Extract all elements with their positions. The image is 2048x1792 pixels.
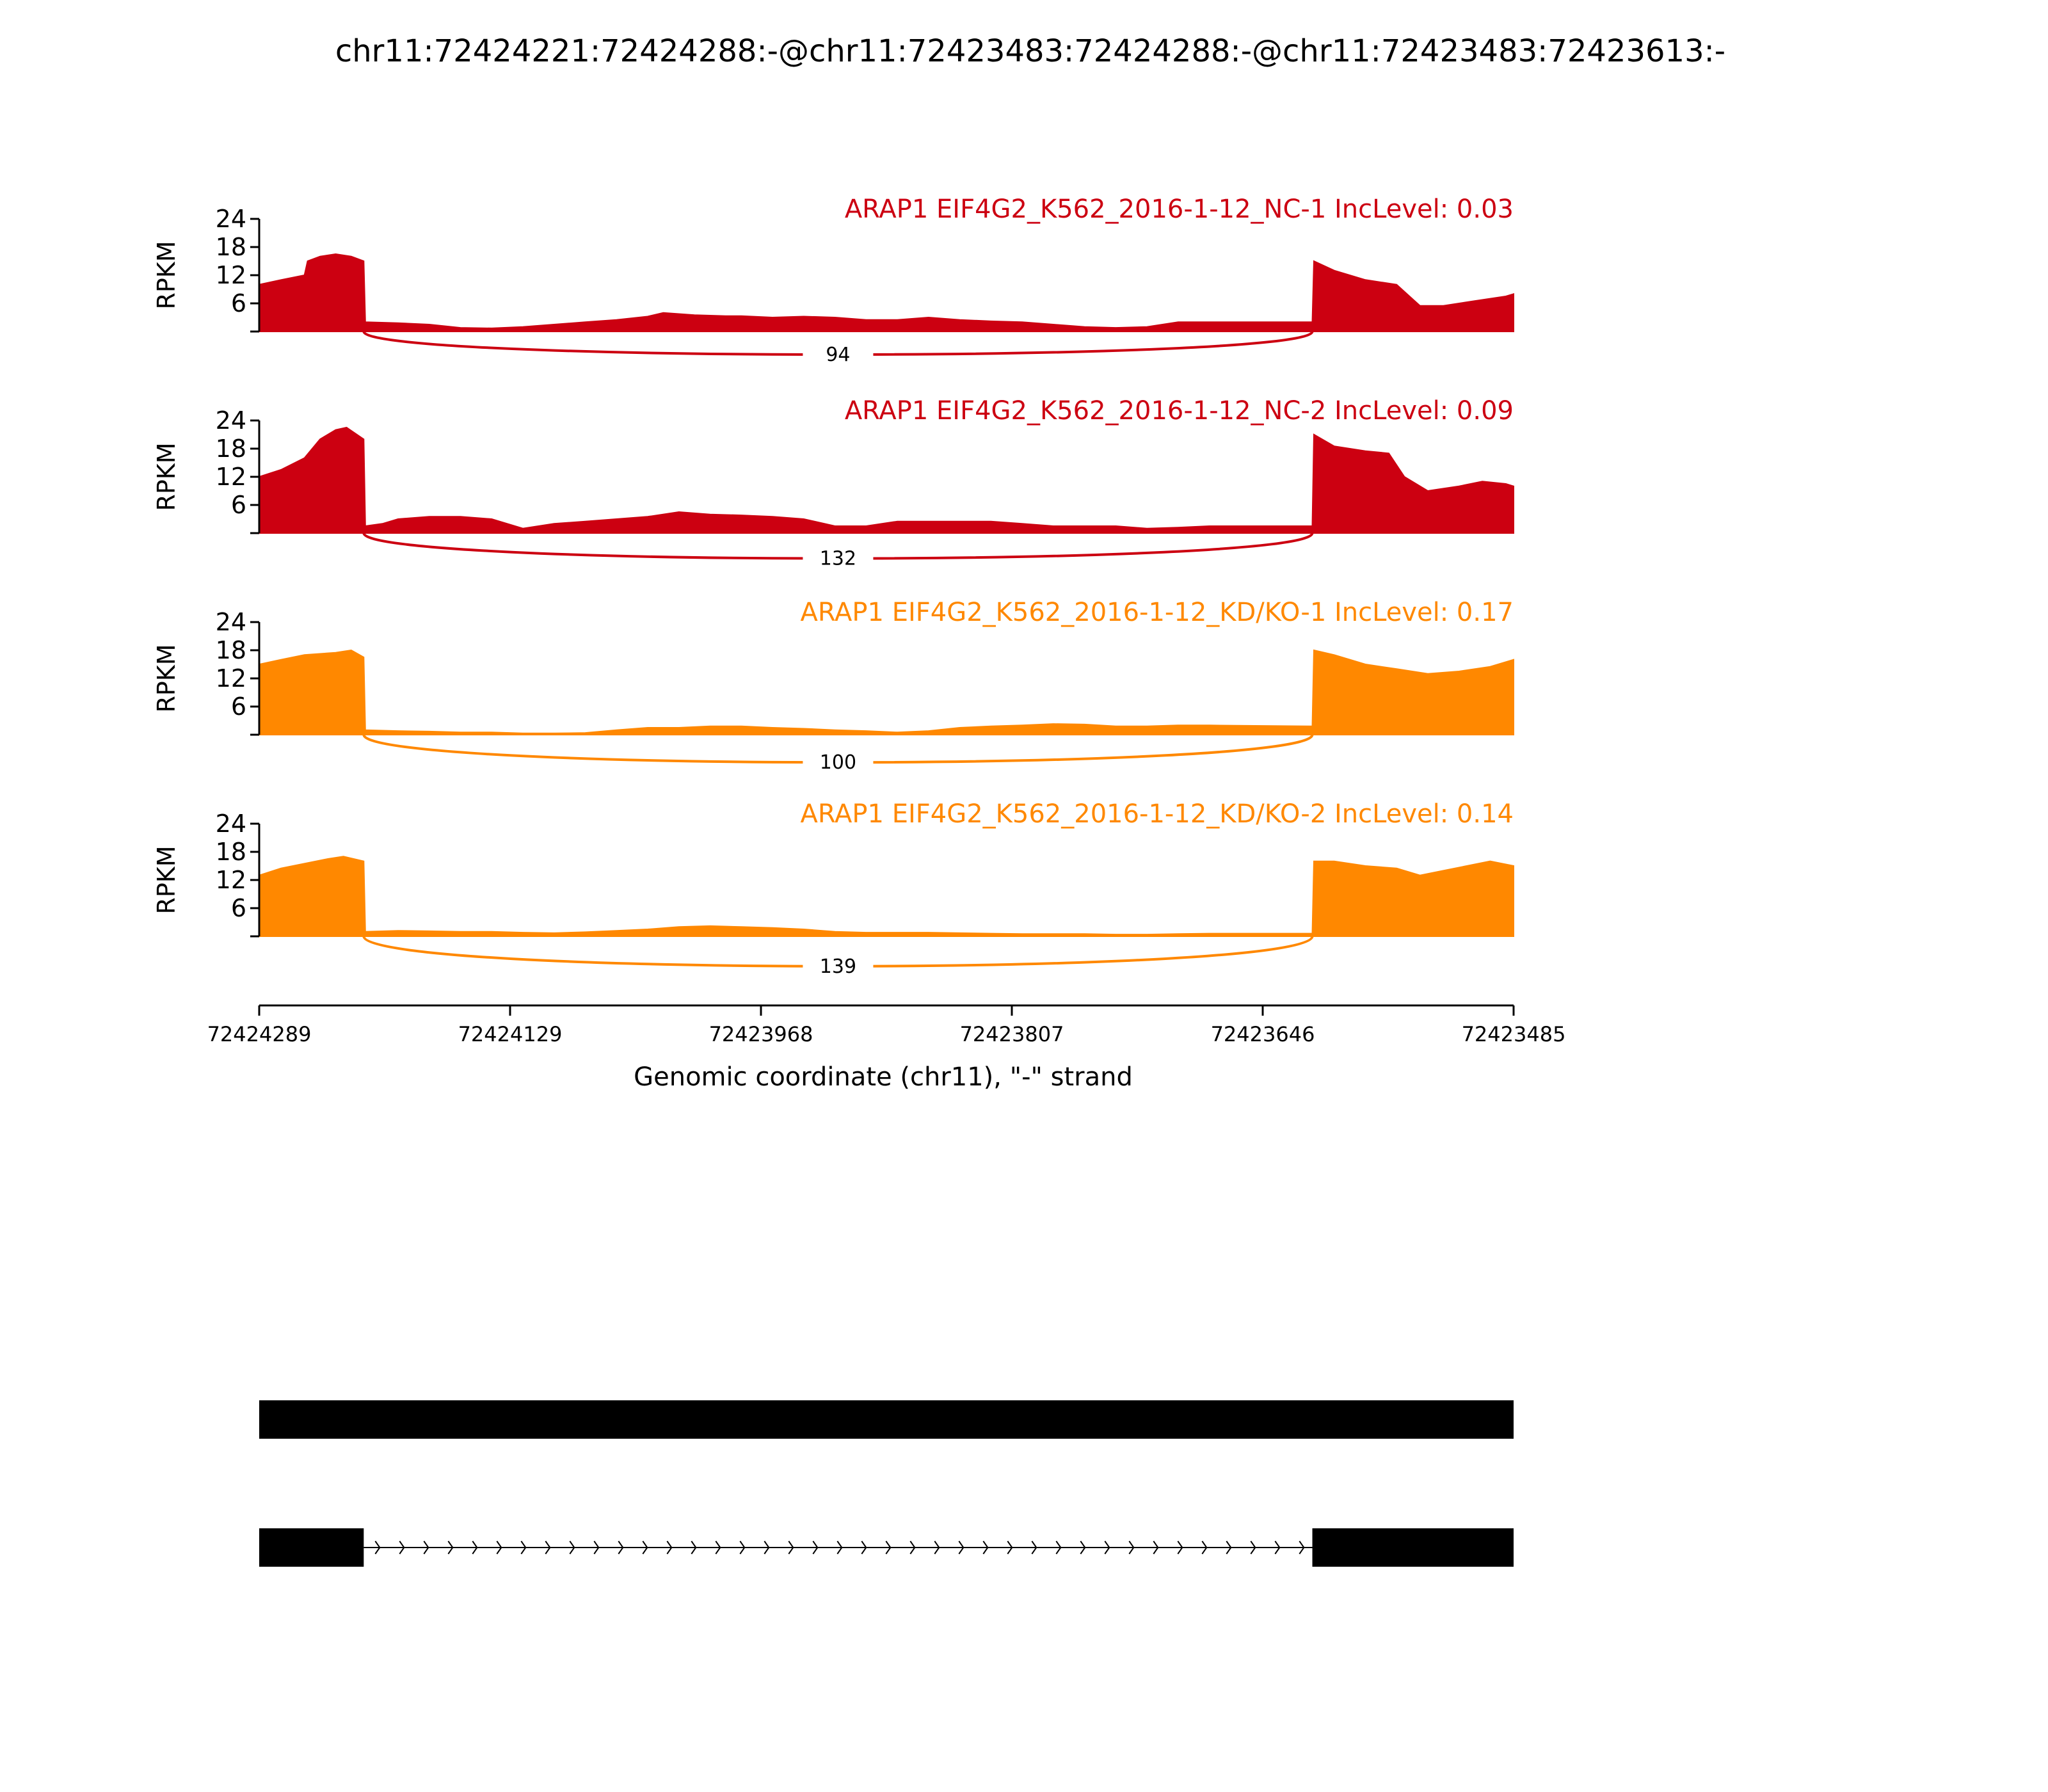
exon-block bbox=[1313, 1528, 1514, 1567]
x-tick-label: 72423646 bbox=[1210, 1022, 1315, 1046]
sample-label: ARAP1 EIF4G2_K562_2016-1-12_KD/KO-1 IncLevel: 0.17 bbox=[800, 598, 1514, 627]
y-tick-label: 24 bbox=[215, 205, 246, 233]
y-tick-label: 24 bbox=[215, 406, 246, 435]
y-tick-label: 12 bbox=[215, 664, 246, 692]
junction-count-label: 139 bbox=[819, 955, 857, 978]
track-2 bbox=[152, 396, 1514, 570]
y-tick-label: 6 bbox=[230, 289, 246, 317]
y-axis-label: RPKM bbox=[152, 442, 180, 511]
x-tick-label: 72423968 bbox=[708, 1022, 813, 1046]
x-tick-label: 72423485 bbox=[1461, 1022, 1566, 1046]
sample-label: ARAP1 EIF4G2_K562_2016-1-12_KD/KO-2 IncLevel: 0.14 bbox=[800, 799, 1514, 829]
x-tick-label: 72424289 bbox=[207, 1022, 312, 1046]
sample-label: ARAP1 EIF4G2_K562_2016-1-12_NC-2 IncLevel: 0.09 bbox=[844, 396, 1514, 426]
y-tick-label: 18 bbox=[215, 233, 246, 261]
exon-block bbox=[259, 1528, 364, 1567]
y-axis-label: RPKM bbox=[152, 845, 180, 915]
y-tick-label: 18 bbox=[215, 636, 246, 664]
y-tick-label: 6 bbox=[230, 894, 246, 922]
gene-model-1 bbox=[259, 1400, 1514, 1439]
y-tick-label: 18 bbox=[215, 435, 246, 463]
x-tick-label: 72424129 bbox=[458, 1022, 563, 1046]
y-axis-label: RPKM bbox=[152, 644, 180, 713]
coverage-area bbox=[259, 428, 1514, 533]
junction-count-label: 132 bbox=[819, 547, 857, 570]
y-tick-label: 12 bbox=[215, 463, 246, 491]
gene-model-2 bbox=[259, 1528, 1514, 1567]
sample-label: ARAP1 EIF4G2_K562_2016-1-12_NC-1 IncLevel: 0.03 bbox=[844, 195, 1514, 224]
coverage-tracks bbox=[152, 195, 1514, 978]
genomic-x-axis bbox=[207, 1005, 1566, 1046]
y-tick-label: 18 bbox=[215, 838, 246, 866]
exon-block bbox=[259, 1400, 1514, 1439]
coverage-area bbox=[259, 254, 1514, 332]
coverage-area bbox=[259, 856, 1514, 936]
track-4 bbox=[152, 799, 1514, 978]
junction-count-label: 94 bbox=[826, 344, 851, 366]
y-tick-label: 12 bbox=[215, 261, 246, 289]
track-1 bbox=[152, 195, 1514, 366]
y-tick-label: 6 bbox=[230, 491, 246, 519]
figure-title: chr11:72424221:72424288:-@chr11:72423483:72424288:-@chr11:72423483:72423613:- bbox=[335, 33, 1726, 69]
y-tick-label: 6 bbox=[230, 692, 246, 721]
y-tick-label: 24 bbox=[215, 810, 246, 838]
y-tick-label: 12 bbox=[215, 866, 246, 894]
y-axis-label: RPKM bbox=[152, 241, 180, 310]
track-3 bbox=[152, 598, 1514, 774]
junction-count-label: 100 bbox=[819, 751, 857, 774]
coverage-area bbox=[259, 650, 1514, 735]
gene-models bbox=[259, 1400, 1514, 1567]
y-tick-label: 24 bbox=[215, 608, 246, 636]
x-tick-label: 72423807 bbox=[959, 1022, 1064, 1046]
x-axis-label: Genomic coordinate (chr11), "-" strand bbox=[634, 1062, 1133, 1092]
